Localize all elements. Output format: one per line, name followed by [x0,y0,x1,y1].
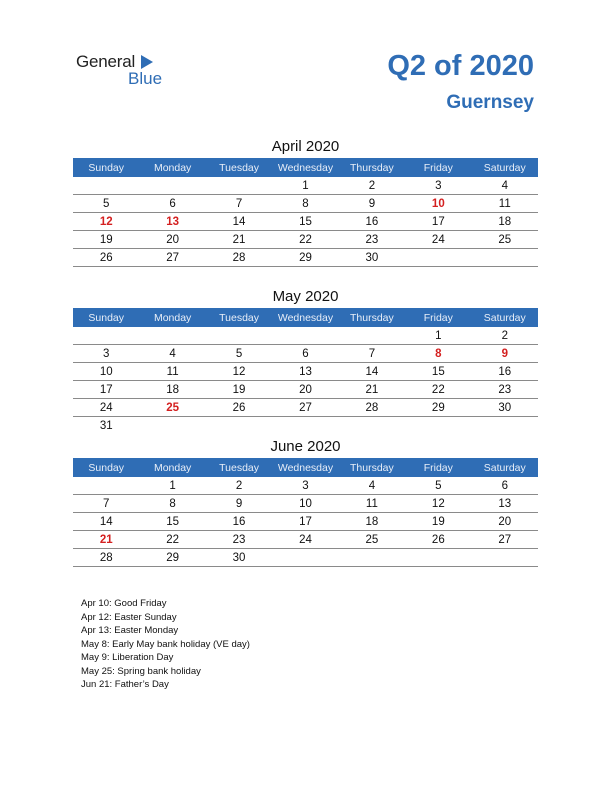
day-cell [206,327,272,345]
day-cell: 9 [472,345,538,363]
day-cell [272,327,338,345]
day-cell: 18 [139,381,205,399]
day-cell: 1 [272,177,338,195]
day-cell: 27 [139,249,205,267]
day-cell: 4 [139,345,205,363]
day-cell: 25 [339,531,405,549]
weekday-header: Friday [405,458,471,477]
day-cell: 26 [73,249,139,267]
day-cell: 20 [472,513,538,531]
page-subtitle: Guernsey [446,92,534,113]
day-cell [139,177,205,195]
weekday-header: Tuesday [206,158,272,177]
week-row [73,327,538,345]
week-row [73,531,538,549]
weekday-header: Saturday [472,308,538,327]
day-cell [472,417,538,435]
day-cell: 10 [272,495,338,513]
day-cell: 5 [206,345,272,363]
day-cell [206,177,272,195]
day-cell: 1 [139,477,205,495]
day-cell [339,549,405,567]
day-cell: 21 [206,231,272,249]
day-cell: 29 [139,549,205,567]
logo-blue-text: Blue [128,69,163,88]
day-cell [206,417,272,435]
month-calendar-june [73,436,538,567]
day-cell: 8 [272,195,338,213]
day-cell: 17 [73,381,139,399]
day-cell: 25 [472,231,538,249]
day-cell: 20 [139,231,205,249]
day-cell [272,549,338,567]
day-cell [405,549,471,567]
day-cell: 13 [272,363,338,381]
day-cell [339,417,405,435]
day-cell [472,249,538,267]
calendar-table [73,458,538,567]
weekday-header: Sunday [73,458,139,477]
day-cell: 16 [206,513,272,531]
week-row [73,177,538,195]
day-cell: 16 [339,213,405,231]
day-cell [272,417,338,435]
day-cell: 4 [472,177,538,195]
day-cell: 17 [272,513,338,531]
day-cell: 7 [73,495,139,513]
day-cell: 31 [99,419,113,432]
page-title: Q2 of 2020 [387,50,534,82]
week-row [73,381,538,399]
day-cell [472,549,538,567]
day-cell: 26 [405,531,471,549]
day-cell: 11 [139,363,205,381]
weekday-header: Monday [139,308,205,327]
day-cell: 8 [139,495,205,513]
week-row [73,477,538,495]
day-cell: 18 [472,213,538,231]
week-row [73,345,538,363]
calendar-table [73,158,538,267]
day-cell: 20 [272,381,338,399]
day-cell: 26 [206,399,272,417]
day-cell: 13 [472,495,538,513]
day-cell: 23 [339,231,405,249]
week-row [73,417,538,435]
day-cell: 7 [206,195,272,213]
day-cell: 2 [472,327,538,345]
day-cell: 24 [73,399,139,417]
day-cell [73,327,139,345]
holiday-note: Jun 21: Father’s Day [81,679,169,690]
day-cell: 25 [139,399,205,417]
week-row [73,231,538,249]
day-cell: 9 [206,495,272,513]
day-cell: 15 [405,363,471,381]
holiday-notes-list [81,597,250,692]
day-cell: 12 [73,213,139,231]
day-cell: 14 [73,513,139,531]
weekday-header: Saturday [472,158,538,177]
day-cell: 5 [405,477,471,495]
weekday-header: Tuesday [206,458,272,477]
day-cell: 30 [339,249,405,267]
day-cell: 9 [339,195,405,213]
day-cell: 29 [405,399,471,417]
weekday-header: Tuesday [206,308,272,327]
day-cell [73,177,139,195]
day-cell: 8 [405,345,471,363]
day-cell: 21 [339,381,405,399]
day-cell: 11 [339,495,405,513]
day-cell: 14 [206,213,272,231]
day-cell: 22 [405,381,471,399]
week-row [73,363,538,381]
day-cell: 15 [139,513,205,531]
day-cell: 16 [472,363,538,381]
day-cell: 28 [339,399,405,417]
day-cell: 14 [339,363,405,381]
day-cell [139,417,205,435]
weekday-header: Sunday [73,308,139,327]
day-cell: 12 [206,363,272,381]
holiday-note: May 8: Early May bank holiday (VE day) [81,638,250,650]
day-cell: 3 [272,477,338,495]
day-cell: 7 [339,345,405,363]
week-row [73,195,538,213]
day-cell: 30 [206,549,272,567]
day-cell [339,327,405,345]
holiday-note: May 9: Liberation Day [81,652,174,663]
week-row [73,399,538,417]
weekday-header: Monday [139,458,205,477]
calendar-table [73,308,538,434]
month-calendar-may [73,286,538,434]
day-cell: 18 [339,513,405,531]
weekday-header: Thursday [339,158,405,177]
day-cell: 12 [405,495,471,513]
day-cell: 3 [405,177,471,195]
day-cell [405,417,471,435]
week-row [73,213,538,231]
day-cell [73,477,139,495]
day-cell: 1 [405,327,471,345]
weekday-header: Saturday [472,458,538,477]
day-cell: 24 [405,231,471,249]
week-row [73,249,538,267]
day-cell: 11 [472,195,538,213]
day-cell: 2 [206,477,272,495]
day-cell: 3 [73,345,139,363]
day-cell: 28 [206,249,272,267]
day-cell: 22 [139,531,205,549]
weekday-header: Friday [405,158,471,177]
day-cell: 23 [206,531,272,549]
weekday-header: Friday [405,308,471,327]
weekday-header: Monday [139,158,205,177]
weekday-header: Thursday [339,458,405,477]
day-cell: 13 [139,213,205,231]
week-row [73,549,538,567]
day-cell: 6 [272,345,338,363]
weekday-header: Wednesday [272,458,338,477]
day-cell: 5 [73,195,139,213]
weekday-header: Thursday [339,308,405,327]
holiday-note: Apr 13: Easter Monday [81,625,179,636]
day-cell: 21 [73,531,139,549]
day-cell: 24 [272,531,338,549]
day-cell: 19 [73,231,139,249]
day-cell: 27 [272,399,338,417]
day-cell: 27 [472,531,538,549]
month-title: April 2020 [271,138,340,155]
day-cell: 17 [405,213,471,231]
day-cell: 30 [472,399,538,417]
week-row [73,495,538,513]
day-cell: 23 [472,381,538,399]
day-cell [139,327,205,345]
day-cell: 4 [339,477,405,495]
day-cell: 6 [139,195,205,213]
logo-general-text: General [76,52,136,71]
weekday-header: Sunday [73,158,139,177]
day-cell: 19 [405,513,471,531]
day-cell [405,249,471,267]
logo-flag-icon [141,55,153,69]
day-cell: 28 [73,549,139,567]
holiday-note: Apr 12: Easter Sunday [81,611,177,623]
day-cell: 10 [73,363,139,381]
weekday-header: Wednesday [272,158,338,177]
day-cell: 15 [272,213,338,231]
day-cell: 22 [272,231,338,249]
day-cell: 29 [272,249,338,267]
month-title: May 2020 [272,288,339,305]
generalblue-logo [76,52,176,92]
day-cell: 2 [339,177,405,195]
weekday-header: Wednesday [272,308,338,327]
holiday-note: Apr 10: Good Friday [81,598,167,609]
day-cell: 19 [206,381,272,399]
holiday-note: May 25: Spring bank holiday [81,665,201,677]
month-title: June 2020 [270,438,341,455]
day-cell: 6 [472,477,538,495]
day-cell: 10 [405,195,471,213]
month-calendar-april [73,136,538,267]
week-row [73,513,538,531]
